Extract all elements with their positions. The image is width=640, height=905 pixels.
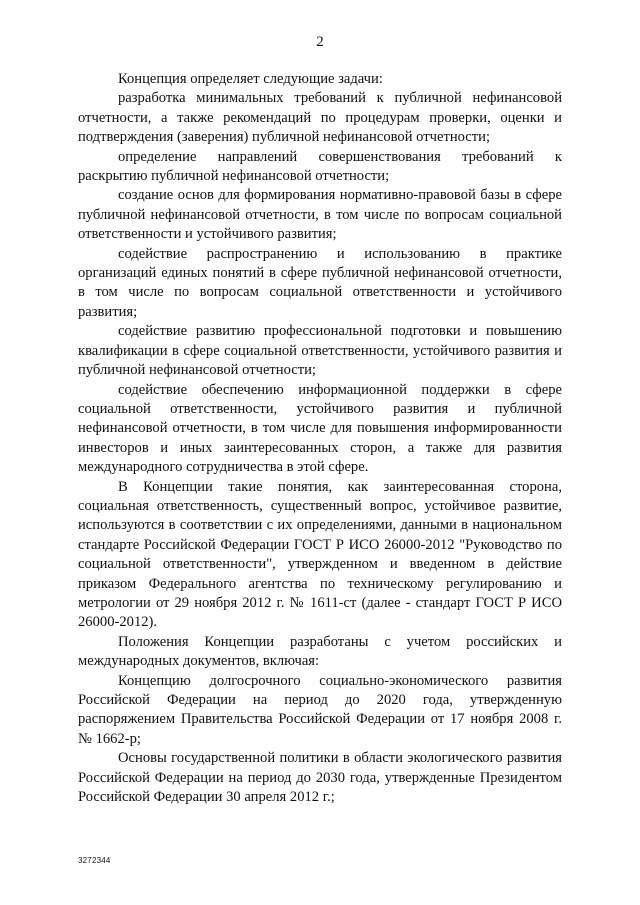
- page-number: 2: [316, 34, 324, 50]
- paragraph-task-legal-base: создание основ для формирования нормативно-правовой базы в сфере публичной нефинансовой отчетности, в том числе по вопросам социальной ответственности и устойчивого развития;: [78, 187, 562, 243]
- paragraph-provisions: Положения Концепции разработаны с учетом российских и международных документов, включая:: [78, 633, 562, 670]
- paragraph-task-training: содействие развитию профессиональной подготовки и повышению квалификации в сфере социальной ответственности, устойчивого развития и публичной нефинансовой отчетности;: [78, 323, 562, 379]
- paragraph-definitions: В Концепции такие понятия, как заинтересованная сторона, социальная ответственность, существенный вопрос, устойчивое развитие, используются в соответствии с их определениями, данными в национальном стандарте Российской Федерации ГОСТ Р ИСО 26000-2012 "Руководство по социальной ответственности", утвержденном и введенном в действие приказом Федерального агентства по техническому регулированию и метрологии от 29 ноября 2012 г. № 1611-ст (далее - стандарт ГОСТ Р ИСО 26000-2012).: [78, 478, 562, 631]
- paragraph-task-information: содействие обеспечению информационной поддержки в сфере социальной ответственности, устойчивого развития и публичной нефинансовой отчетности, в том числе для повышения информированности инвесторов и иных заинтересованных сторон, а также для развития международного сотрудничества в этой сфере.: [78, 381, 562, 476]
- document-number: 3272344: [78, 856, 111, 865]
- paragraph-task-concepts: содействие распространению и использованию в практике организаций единых понятий в сфере публичной нефинансовой отчетности, в том числе по вопросам социальной ответственности и устойчивого развития;: [78, 245, 562, 320]
- paragraph-task-directions: определение направлений совершенствования требований к раскрытию публичной нефинансовой отчетности;: [78, 148, 562, 185]
- document-body: [78, 70, 562, 807]
- paragraph-task-requirements: разработка минимальных требований к публичной нефинансовой отчетности, а также рекомендаций по процедурам проверки, оценки и подтверждения (заверения) публичной нефинансовой отчетности;: [78, 90, 562, 146]
- paragraph-tasks-intro: Концепция определяет следующие задачи:: [118, 71, 383, 87]
- paragraph-doc-ecology-2030: Основы государственной политики в области экологического развития Российской Федерации на период до 2030 года, утвержденные Президентом Российской Федерации 30 апреля 2012 г.;: [78, 750, 562, 806]
- paragraph-doc-concept-2020: Концепцию долгосрочного социально-экономического развития Российской Федерации на период до 2020 года, утвержденную распоряжением Правительства Российской Федерации от 17 ноября 2008 г. № 1662-р;: [78, 672, 562, 747]
